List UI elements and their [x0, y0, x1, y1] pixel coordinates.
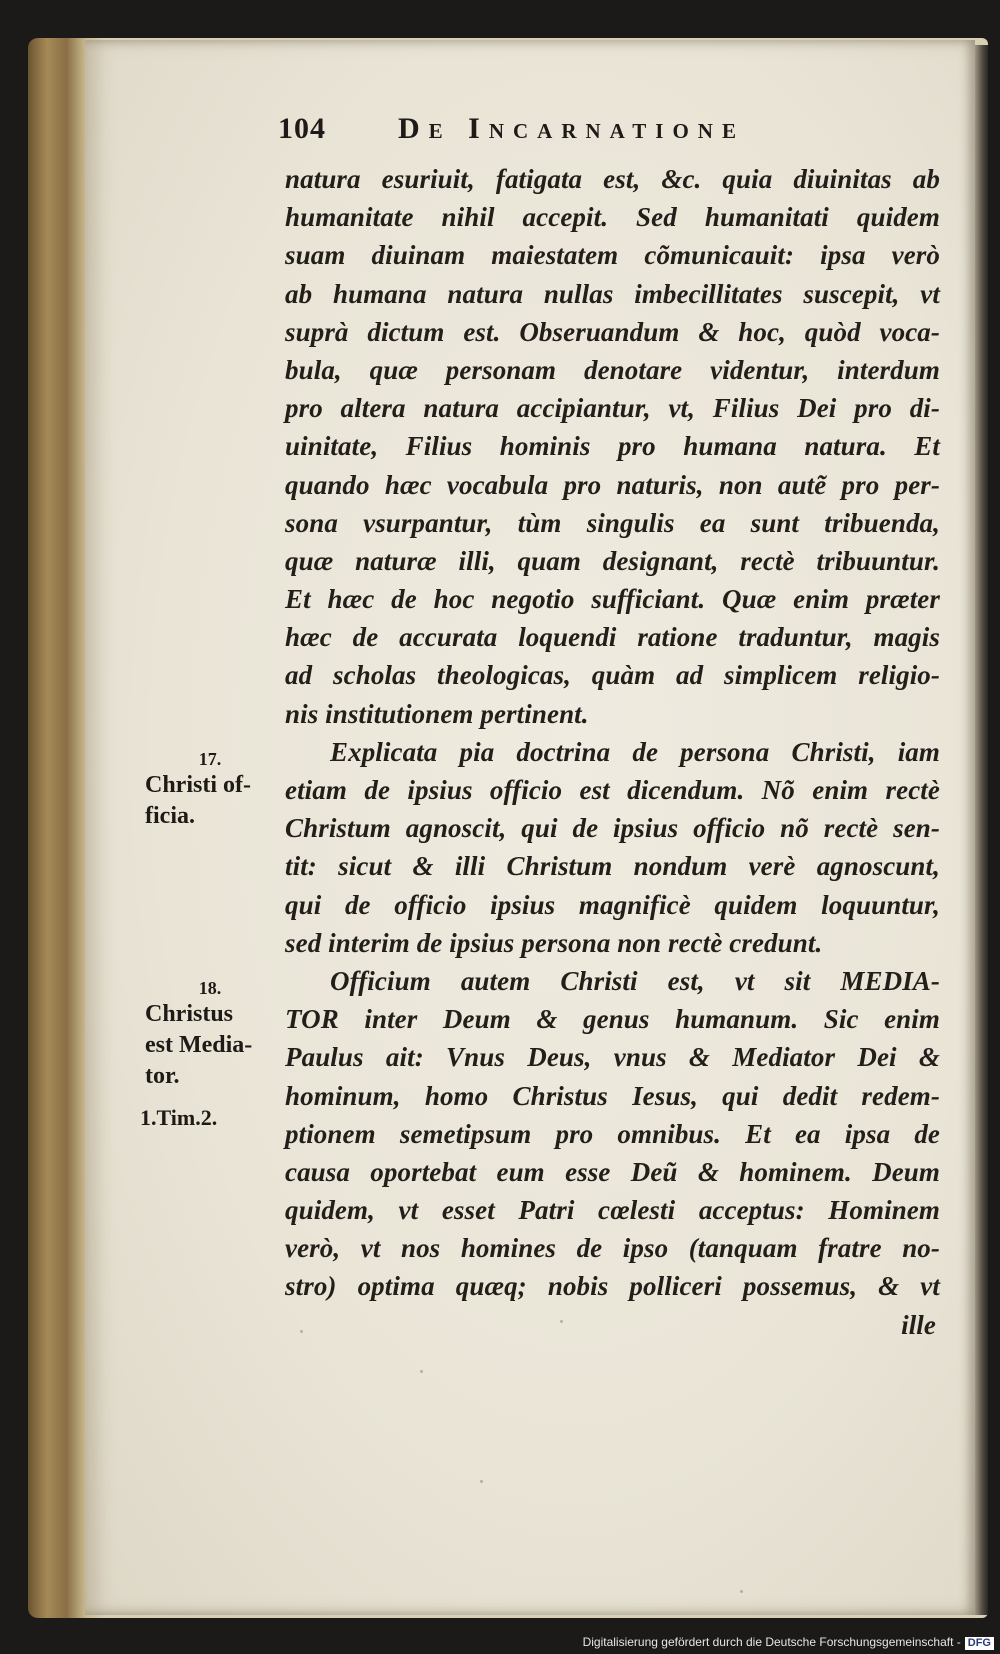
paragraph-start: Officium autem Christi est, vt sit MEDIA-	[330, 965, 940, 996]
margin-note-line: Christus	[145, 1001, 234, 1027]
margin-note-number: 18.	[198, 978, 222, 998]
text-line: qui de officio ipsius magnificè quidem loquuntur,	[285, 889, 940, 920]
text-line: ptionem semetipsum pro omnibus. Et ea ipsa de	[285, 1118, 940, 1149]
text-line: Christum agnoscit, qui de ipsius officio nõ rectè sen-	[285, 813, 940, 844]
text-line: ad scholas theologicas, quàm ad simplicem religio-	[285, 660, 940, 691]
margin-note-line: est Media-	[145, 1032, 253, 1058]
text-line: Et hæc de hoc negotio sufficiant. Quæ enim præter	[285, 584, 940, 615]
catchword: ille	[901, 1309, 936, 1340]
margin-note-line: Christi of-	[145, 772, 251, 798]
text-line: verò, vt nos homines de ipso (tanquam fratre no-	[285, 1233, 940, 1264]
text-line: hæc de accurata loquendi ratione traduntur, magis	[285, 622, 940, 653]
body-text	[285, 160, 940, 1344]
text-line: bula, quæ personam denotare videntur, interdum	[285, 354, 940, 385]
text-line: quando hæc vocabula pro naturis, non autẽ pro per-	[285, 469, 940, 500]
text-line: stro) optima quæq; nobis polliceri possemus, & vt	[285, 1271, 940, 1302]
scripture-reference: 1.Tim.2.	[140, 1105, 218, 1130]
paragraph-start: Explicata pia doctrina de persona Christi, iam	[330, 736, 940, 767]
text-line: suam diuinam maiestatem cõmunicauit: ipsa verò	[285, 240, 940, 271]
text-line: quæ naturæ illi, quam designant, rectè tribuuntur.	[285, 545, 940, 576]
page-header	[278, 112, 838, 152]
dfg-logo: DFG	[965, 1637, 994, 1650]
text-line: tit: sicut & illi Christum nondum verè agnoscunt,	[285, 851, 940, 882]
margin-note-number: 17.	[198, 749, 222, 769]
margin-note-17	[145, 748, 275, 832]
text-line: Paulus ait: Vnus Deus, vnus & Mediator Dei &	[285, 1042, 940, 1073]
text-line: causa oportebat eum esse Deũ & hominem. Deum	[285, 1156, 940, 1187]
margin-note-line: ficia.	[145, 803, 195, 829]
text-line: nis institutionem pertinent.	[285, 698, 589, 729]
text-line: etiam de ipsius officio est dicendum. Nõ enim rectè	[285, 775, 940, 805]
running-head: De Incarnatione	[398, 112, 745, 145]
text-line: ab humana natura nullas imbecillitates suscepit, vt	[285, 278, 940, 309]
text-line: quidem, vt esset Patri cœlesti acceptus: Hominem	[285, 1195, 940, 1226]
margin-note-line: tor.	[145, 1063, 180, 1089]
text-line: humanitate nihil accepit. Sed humanitati quidem	[285, 202, 940, 233]
digitization-credit	[583, 1635, 994, 1650]
text-line: natura esuriuit, fatigata est, &c. quia diuinitas ab	[285, 164, 940, 194]
credit-text: Digitalisierung gefördert durch die Deutsche Forschungsgemeinschaft -	[582, 1635, 961, 1649]
text-line: hominum, homo Christus Iesus, qui dedit redem-	[285, 1080, 940, 1111]
text-line: suprà dictum est. Obseruandum & hoc, quòd voca-	[285, 316, 940, 347]
text-line: pro altera natura accipiantur, vt, Filius Dei pro di-	[285, 393, 940, 424]
text-line: sona vsurpantur, tùm singulis ea sunt tribuenda,	[285, 507, 940, 538]
text-line: sed interim de ipsius persona non rectè credunt.	[285, 927, 823, 958]
text-line: TOR inter Deum & genus humanum. Sic enim	[285, 1004, 940, 1035]
page-number: 104	[278, 112, 326, 145]
text-line: uinitate, Filius hominis pro humana natura. Et	[285, 431, 940, 462]
margin-note-18	[145, 977, 275, 1092]
